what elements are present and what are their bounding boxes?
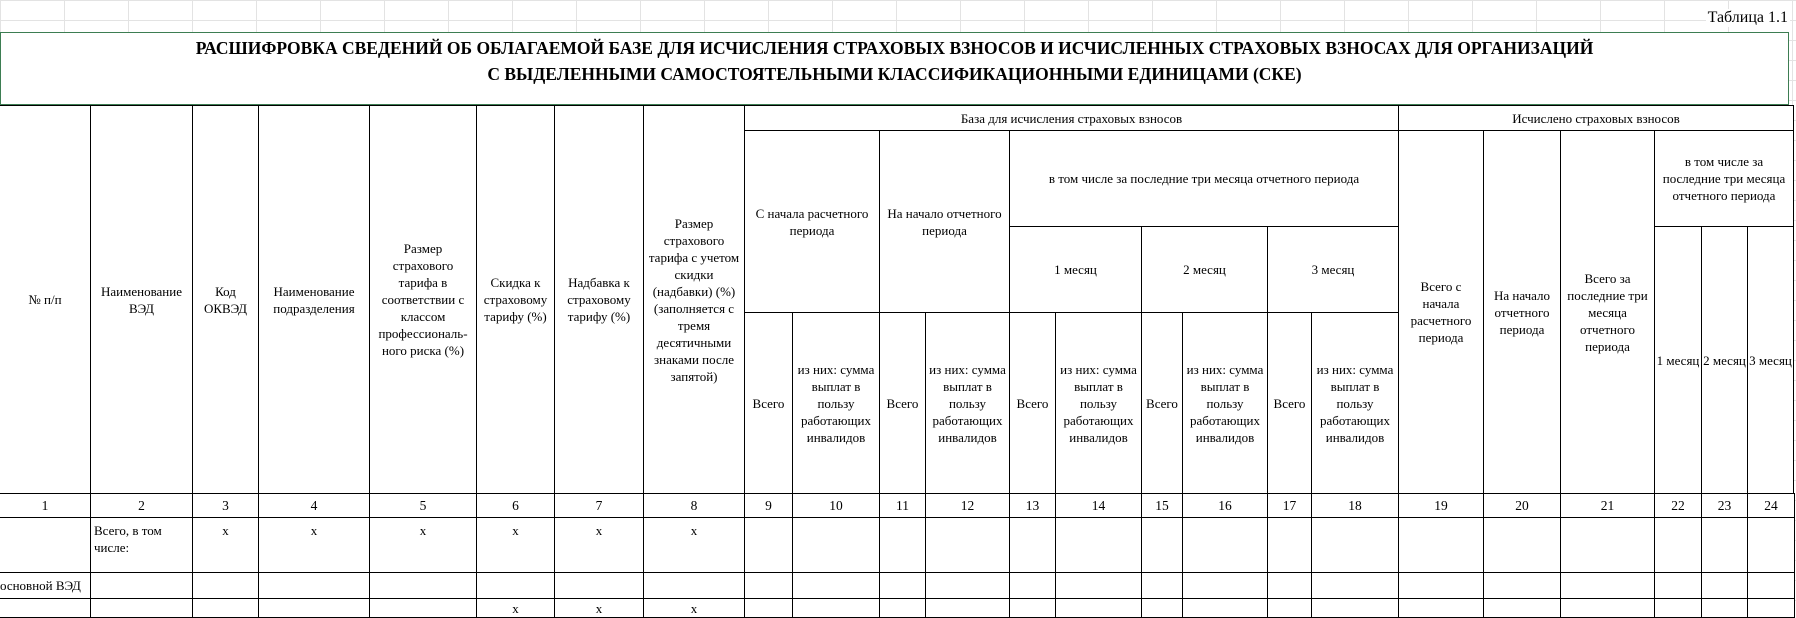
next-row-cell-20[interactable] <box>1483 598 1561 618</box>
total-row-x-col5[interactable]: x <box>369 517 477 573</box>
main-ved-cell-16[interactable] <box>1182 572 1268 599</box>
column-number-7: 7 <box>554 493 644 518</box>
next-row-cell-23[interactable] <box>1701 598 1748 618</box>
next-row-x-col6[interactable]: x <box>476 598 555 618</box>
column-number-11: 11 <box>879 493 926 518</box>
column-number-4: 4 <box>258 493 370 518</box>
main-ved-cell-4[interactable] <box>258 572 370 599</box>
total-row-x-col7[interactable]: x <box>554 517 644 573</box>
next-row-cell-2[interactable] <box>90 598 193 618</box>
total-row-cell-18[interactable] <box>1311 517 1399 573</box>
report-title-box[interactable] <box>0 32 1789 105</box>
main-ved-cell-3[interactable] <box>192 572 259 599</box>
header-from-start: С начала расчетного периода <box>744 130 880 313</box>
column-number-8: 8 <box>643 493 745 518</box>
header-col13: Всего <box>1009 312 1056 494</box>
column-number-17: 17 <box>1267 493 1312 518</box>
total-row-cell-10[interactable] <box>792 517 880 573</box>
next-row-cell-1[interactable] <box>0 598 91 618</box>
next-row-cell-19[interactable] <box>1398 598 1484 618</box>
total-row-x-col4[interactable]: x <box>258 517 370 573</box>
header-col22: 1 месяц <box>1654 226 1702 494</box>
column-number-14: 14 <box>1055 493 1142 518</box>
header-col14: из них: сумма выплат в пользу работающих инвалидов <box>1055 312 1142 494</box>
main-ved-cell-6[interactable] <box>476 572 555 599</box>
total-row-cell-14[interactable] <box>1055 517 1142 573</box>
next-row-cell-13[interactable] <box>1009 598 1056 618</box>
column-number-6: 6 <box>476 493 555 518</box>
main-ved-cell-18[interactable] <box>1311 572 1399 599</box>
next-row-x-col8[interactable]: x <box>643 598 745 618</box>
main-ved-cell-10[interactable] <box>792 572 880 599</box>
column-number-23: 23 <box>1701 493 1748 518</box>
total-row-cell-9[interactable] <box>744 517 793 573</box>
column-number-9: 9 <box>744 493 793 518</box>
report-title-line1: РАСШИФРОВКА СВЕДЕНИЙ ОБ ОБЛАГАЕМОЙ БАЗЕ ДЛЯ ИСЧИСЛЕНИЯ СТРАХОВЫХ ВЗНОСОВ И ИСЧИСЛЕННЫХ СТРАХОВЫХ ВЗНОСАХ ДЛЯ ОРГАНИЗАЦИЙ <box>195 38 1594 58</box>
main-ved-cell-7[interactable] <box>554 572 644 599</box>
header-last-three: в том числе за последние три месяца отчетного периода <box>1009 130 1399 227</box>
header-col21: Всего за последние три месяца отчетного периода <box>1560 130 1655 494</box>
total-row-cell-13[interactable] <box>1009 517 1056 573</box>
total-row-x-col3[interactable]: x <box>192 517 259 573</box>
total-row-cell-17[interactable] <box>1267 517 1312 573</box>
header-col12: из них: сумма выплат в пользу работающих инвалидов <box>925 312 1010 494</box>
column-number-22: 22 <box>1654 493 1702 518</box>
main-ved-cell-20[interactable] <box>1483 572 1561 599</box>
report-title-line2: С ВЫДЕЛЕННЫМИ САМОСТОЯТЕЛЬНЫМИ КЛАССИФИКАЦИОННЫМИ ЕДИНИЦАМИ (СКЕ) <box>487 64 1302 84</box>
main-ved-cell-13[interactable] <box>1009 572 1056 599</box>
next-row-cell-4[interactable] <box>258 598 370 618</box>
header-month1: 1 месяц <box>1009 226 1142 313</box>
next-row-cell-18[interactable] <box>1311 598 1399 618</box>
header-col11: Всего <box>879 312 926 494</box>
header-col5: Размер страхового тарифа в соответствии с классом профессиональ-ного риска (%) <box>369 105 477 494</box>
total-row-cell-22[interactable] <box>1654 517 1702 573</box>
next-row-cell-16[interactable] <box>1182 598 1268 618</box>
header-col24: 3 месяц <box>1747 226 1794 494</box>
column-number-20: 20 <box>1483 493 1561 518</box>
total-row-cell-21[interactable] <box>1560 517 1655 573</box>
total-row-cell-16[interactable] <box>1182 517 1268 573</box>
total-row-cell-19[interactable] <box>1398 517 1484 573</box>
header-col6: Скидка к страховому тарифу (%) <box>476 105 555 494</box>
next-row-x-col7[interactable]: x <box>554 598 644 618</box>
main-ved-cell-5[interactable] <box>369 572 477 599</box>
column-number-5: 5 <box>369 493 477 518</box>
header-col15: Всего <box>1141 312 1183 494</box>
header-base-group: База для исчисления страховых взносов <box>744 105 1399 131</box>
column-number-12: 12 <box>925 493 1010 518</box>
main-ved-cell-24[interactable] <box>1747 572 1795 599</box>
main-ved-cell-22[interactable] <box>1654 572 1702 599</box>
header-col16: из них: сумма выплат в пользу работающих инвалидов <box>1182 312 1268 494</box>
header-col10: из них: сумма выплат в пользу работающих инвалидов <box>792 312 880 494</box>
header-col17: Всего <box>1267 312 1312 494</box>
total-row-cell-23[interactable] <box>1701 517 1748 573</box>
next-row-cell-14[interactable] <box>1055 598 1142 618</box>
main-ved-cell-9[interactable] <box>744 572 793 599</box>
column-number-1: 1 <box>0 493 91 518</box>
column-number-18: 18 <box>1311 493 1399 518</box>
next-row-cell-11[interactable] <box>879 598 926 618</box>
header-at-start: На начало отчетного периода <box>879 130 1010 313</box>
total-row-cell-24[interactable] <box>1747 517 1795 573</box>
main-ved-cell-15[interactable] <box>1141 572 1183 599</box>
header-col19: Всего с начала расчетного периода <box>1398 130 1484 494</box>
main-ved-cell-17[interactable] <box>1267 572 1312 599</box>
total-row-x-col8[interactable]: x <box>643 517 745 573</box>
table-caption: Таблица 1.1 <box>1707 9 1788 26</box>
next-row-cell-10[interactable] <box>792 598 880 618</box>
column-number-3: 3 <box>192 493 259 518</box>
next-row-cell-24[interactable] <box>1747 598 1795 618</box>
header-col18: из них: сумма выплат в пользу работающих инвалидов <box>1311 312 1399 494</box>
column-number-10: 10 <box>792 493 880 518</box>
header-calc-group: Исчислено страховых взносов <box>1398 105 1794 131</box>
column-number-2: 2 <box>90 493 193 518</box>
main-ved-cell-19[interactable] <box>1398 572 1484 599</box>
header-col8: Размер страхового тарифа с учетом скидки (надбавки) (%) (заполняется с тремя десятичными знаками после запятой) <box>643 105 745 494</box>
main-ved-cell-23[interactable] <box>1701 572 1748 599</box>
header-month2: 2 месяц <box>1141 226 1268 313</box>
total-row-cell-12[interactable] <box>925 517 1010 573</box>
column-number-13: 13 <box>1009 493 1056 518</box>
header-col23: 2 месяц <box>1701 226 1748 494</box>
header-col9: Всего <box>744 312 793 494</box>
total-row-x-col6[interactable]: x <box>476 517 555 573</box>
main-ved-cell-11[interactable] <box>879 572 926 599</box>
header-col4: Наименование подразделения <box>258 105 370 494</box>
total-row-cell-1[interactable] <box>0 517 91 573</box>
header-month3: 3 месяц <box>1267 226 1399 313</box>
main-ved-cell-8[interactable] <box>643 572 745 599</box>
main-ved-cell-21[interactable] <box>1560 572 1655 599</box>
next-row-cell-15[interactable] <box>1141 598 1183 618</box>
next-row-cell-9[interactable] <box>744 598 793 618</box>
total-row-label[interactable]: Всего, в том числе: <box>90 517 193 573</box>
header-col20: На начало отчетного периода <box>1483 130 1561 494</box>
next-row-cell-21[interactable] <box>1560 598 1655 618</box>
total-row-cell-20[interactable] <box>1483 517 1561 573</box>
main-ved-cell-2[interactable] <box>90 572 193 599</box>
header-col1: № п/п <box>0 105 91 494</box>
total-row-cell-11[interactable] <box>879 517 926 573</box>
header-col7: Надбавка к страховому тарифу (%) <box>554 105 644 494</box>
column-number-21: 21 <box>1560 493 1655 518</box>
main-ved-label[interactable]: основной ВЭД <box>0 572 91 599</box>
header-col2: Наименование ВЭД <box>90 105 193 494</box>
next-row-cell-22[interactable] <box>1654 598 1702 618</box>
column-number-16: 16 <box>1182 493 1268 518</box>
column-number-19: 19 <box>1398 493 1484 518</box>
header-col3: Код ОКВЭД <box>192 105 259 494</box>
main-ved-cell-12[interactable] <box>925 572 1010 599</box>
next-row-cell-17[interactable] <box>1267 598 1312 618</box>
column-number-15: 15 <box>1141 493 1183 518</box>
total-row-cell-15[interactable] <box>1141 517 1183 573</box>
next-row-cell-3[interactable] <box>192 598 259 618</box>
next-row-cell-5[interactable] <box>369 598 477 618</box>
column-number-24: 24 <box>1747 493 1795 518</box>
header-last-three-calc: в том числе за последние три месяца отчетного периода <box>1654 130 1794 227</box>
next-row-cell-12[interactable] <box>925 598 1010 618</box>
main-ved-cell-14[interactable] <box>1055 572 1142 599</box>
